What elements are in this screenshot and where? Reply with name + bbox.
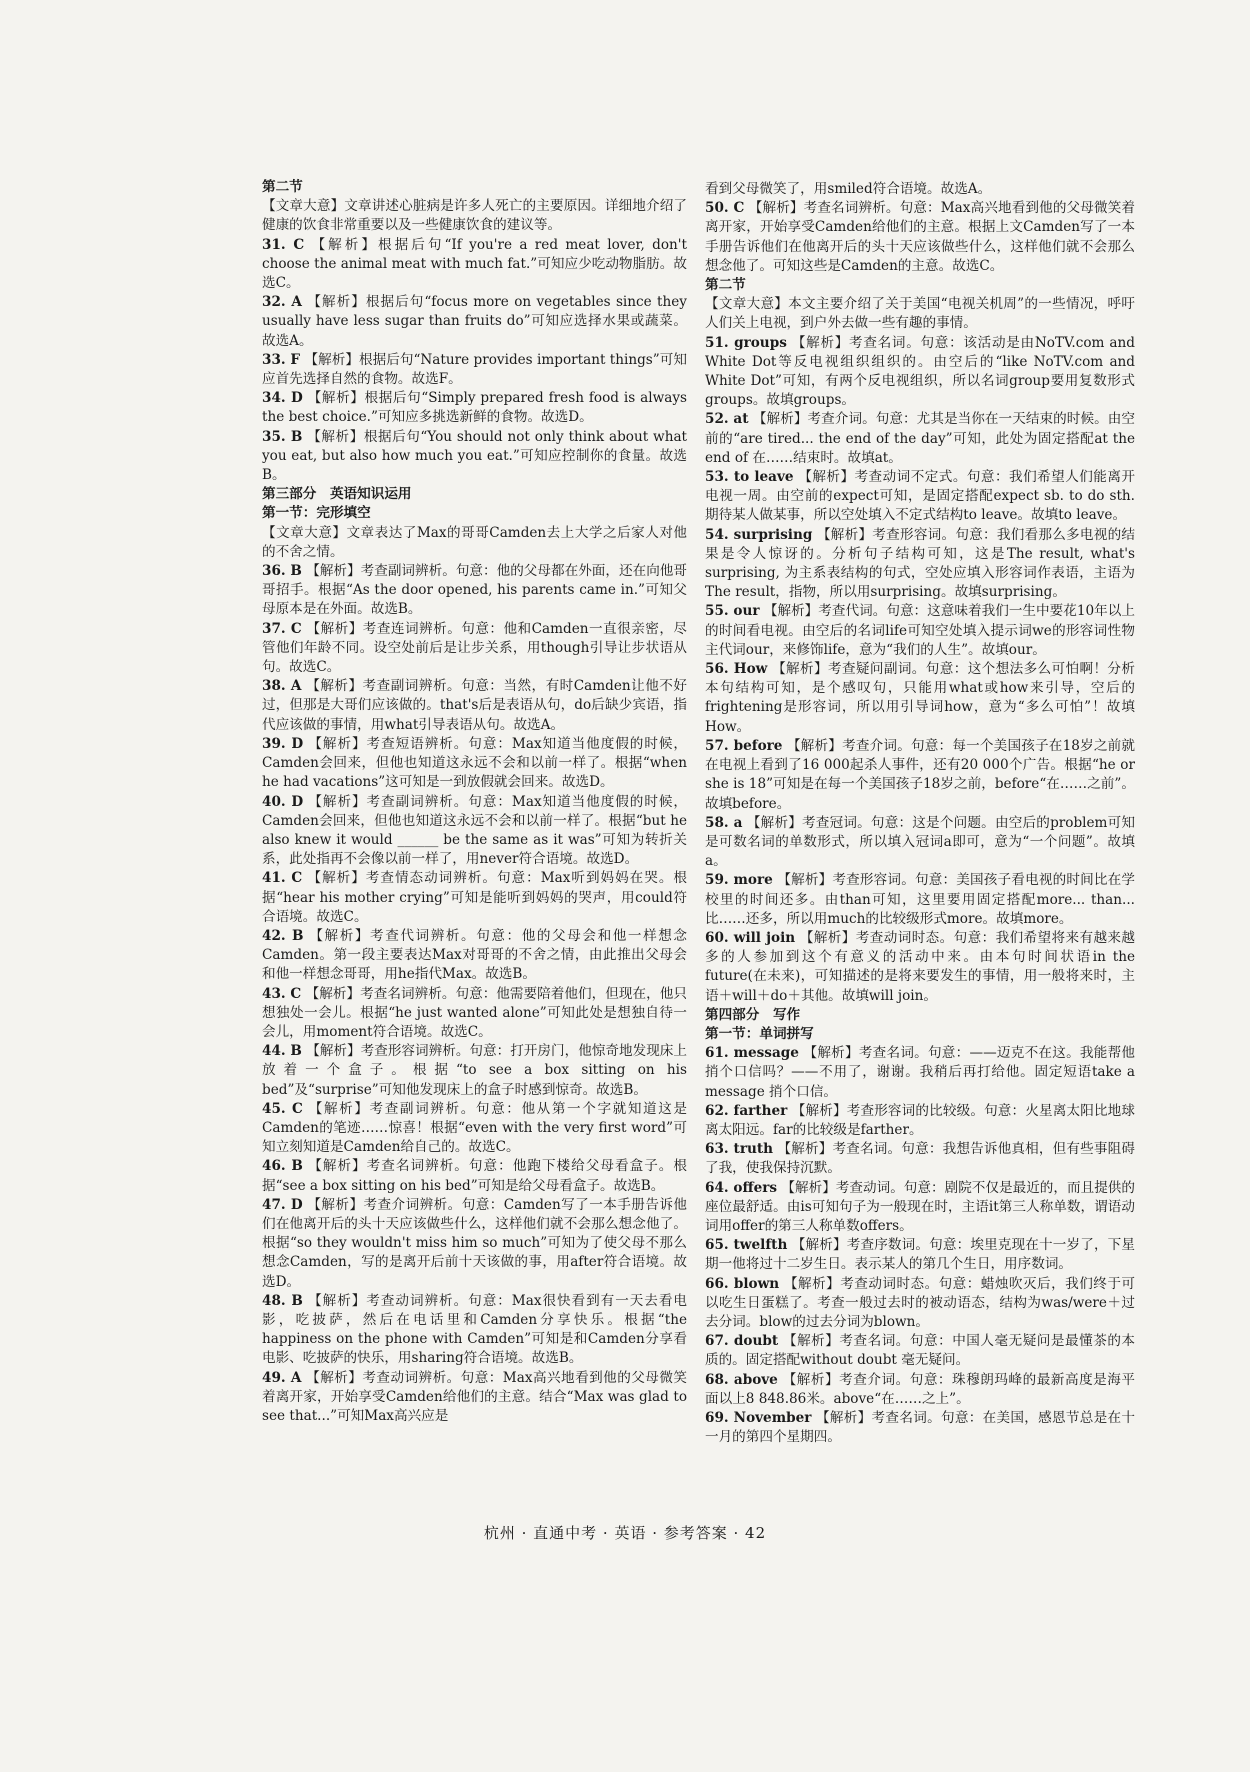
answer-explanation: 【解析】考查介词。句意：珠穆朗玛峰的最新高度是海平面以上8 848.86米。above“在……之上”。 [705, 1371, 1136, 1407]
answer-explanation: 【解析】考查介词。句意：每一个美国孩子在18岁之前就在电视上看到了16 000起杀人事件，还有20 000个广告。根据“he or she is 18”可知是在每一个美国孩子18岁之前，before“在……之前”。故填before。 [705, 737, 1136, 812]
answer-number: 49. A [262, 1369, 302, 1386]
answer-explanation: 【解析】考查名词辨析。句意：Max高兴地看到他的父母微笑着离开家，开始享受Camden给他们的主意。根据上文Camden写了一本手册告诉他们在他离开后的头十天应该做些什么，这样他们就不会那么想念他了。可知这些是Camden的主意。故选C。 [705, 200, 1135, 274]
answer-item [705, 814, 1135, 872]
answer-item [262, 620, 687, 678]
answer-item [262, 236, 687, 294]
answer-item [705, 1275, 1135, 1333]
answer-number: 56. How [705, 661, 768, 678]
answer-number: 66. blown [705, 1275, 780, 1292]
answer-explanation: 【解析】考查副词辨析。句意：他从第一个字就知道这是Camden的笔迹……惊喜！根据“even with the very first word”可知立刻知道是Camden给自己的。故选C。 [262, 1100, 688, 1156]
answer-number: 54. surprising [705, 526, 813, 543]
answer-explanation: 【解析】考查形容词。句意：美国孩子看电视的时间比在学校里的时间还多。由than可知，这里要用固定搭配more... than... 比……还多，所以用much的比较级形式more。故填more。 [705, 872, 1136, 927]
answer-explanation: 【解析】考查代词。句意：这意味着我们一生中要花10年以上的时间看电视。由空后的名词life可知空处填入提示词we的形容词性物主代词our，来修饰life，意为“我们的人生”。故填our。 [705, 603, 1135, 658]
section-heading: 第二节 [705, 277, 746, 294]
summary-paragraph: 【文章大意】文章表达了Max的哥哥Camden去上大学之后家人对他的不舍之情。 [262, 524, 687, 560]
answer-explanation: 【解析】根据后句“If you're a red meat lover, don't choose the animal meat with much fat.”可知应少吃动物脂肪。故选C。 [262, 236, 687, 292]
answer-number: 55. our [705, 603, 760, 620]
summary-paragraph: 看到父母微笑了，用smiled符合语境。故选A。 [705, 181, 992, 197]
answer-number: 36. B [262, 563, 302, 580]
answer-number: 64. offers [705, 1179, 778, 1196]
answer-number: 69. November [705, 1410, 812, 1426]
answer-number: 39. D [262, 735, 304, 752]
answer-item [705, 660, 1135, 737]
answer-explanation: 【解析】根据后句“focus more on vegetables since they usually have less sugar than fruits do”可知应选择水果或蔬菜。故选A。 [262, 294, 687, 349]
answer-item [705, 737, 1135, 814]
answer-item [705, 1236, 1135, 1274]
answer-item [705, 1140, 1135, 1178]
answer-number: 45. C [262, 1100, 303, 1117]
answer-item [705, 871, 1135, 929]
answer-number: 42. B [262, 927, 304, 944]
answer-item [262, 293, 687, 351]
answer-number: 68. above [705, 1371, 778, 1388]
answer-item [705, 929, 1135, 1006]
answer-explanation: 【解析】考查名词辨析。句意：他需要陪着他们，但现在，他只想独处一会儿。根据“he just wanted alone”可知此处是想独自待一会儿，用moment符合语境。故选C。 [262, 985, 688, 1040]
answer-explanation: 【解析】考查代词辨析。句意：他的父母会和他一样想念Camden。第一段主要表达Max对哥哥的不舍之情，由此推出父母会和他一样想念哥哥，用he指代Max。故选B。 [262, 927, 688, 983]
answer-item [262, 1196, 687, 1292]
answer-item [262, 428, 687, 486]
answer-explanation: 【解析】考查名词。句意：在美国，感恩节总是在十一月的第四个星期四。 [705, 1410, 1136, 1446]
answer-explanation: 【解析】考查动词时态。句意：蜡烛吹灭后，我们终于可以吃生日蛋糕了。考查一般过去时的被动语态，结构为was/were＋过去分词。blow的过去分词为blown。 [705, 1275, 1135, 1330]
answer-explanation: 【解析】考查介词。句意：尤其是当你在一天结束的时候。由空前的“are tired... the end of the day”可知，此处为固定搭配at the end of 在……结束时。故填at。 [705, 411, 1135, 466]
answer-item [705, 526, 1135, 603]
answer-number: 33. F [262, 351, 301, 368]
answer-item [262, 985, 687, 1043]
answer-explanation: 【解析】考查动词时态。句意：我们希望将来有越来越多的人参加到这个有意义的活动中来。由本句时间状语in the future(在未来)，可知描述的是将来要发生的事情，用一般将来时，主语＋will＋do＋其他。故填will join。 [705, 929, 1136, 1004]
answer-item [705, 1409, 1135, 1447]
answer-item [705, 1332, 1135, 1370]
answer-item [262, 793, 687, 870]
section-heading: 第二节 [262, 179, 303, 195]
answer-number: 31. C [262, 236, 305, 253]
answer-number: 46. B [262, 1158, 303, 1175]
answer-item [705, 199, 1135, 276]
answer-explanation: 【解析】考查名词。句意：中国人毫无疑问是最懂茶的本质的。固定搭配without doubt 毫无疑问。 [705, 1333, 1136, 1369]
answer-item [262, 1042, 687, 1100]
section-heading: 第一节：单词拼写 [705, 1025, 814, 1042]
answer-item [262, 1369, 687, 1427]
answer-item [262, 351, 687, 389]
answer-item [705, 334, 1135, 411]
answer-number: 48. B [262, 1292, 303, 1309]
section-heading: 第四部分 写作 [705, 1006, 801, 1023]
section-heading: 第三部分 英语知识运用 [262, 486, 412, 503]
answer-number: 32. A [262, 294, 302, 311]
answer-explanation: 【解析】考查形容词。句意：我们看那么多电视的结果是令人惊讶的。分析句子结构可知，这是The result, what's surprising, 为主系表结构的句式，空处应填入形容词作表语，主语为The result，指物，所以用surprising。故填surprising。 [705, 526, 1136, 601]
summary-paragraph: 【文章大意】本文主要介绍了关于美国“电视关机周”的一些情况，呼吁人们关上电视，到户外去做一些有趣的事情。 [705, 296, 1135, 332]
answer-explanation: 【解析】考查情态动词辨析。句意：Max听到妈妈在哭。根据“hear his mother crying”可知是能听到妈妈的哭声，用could符合语境。故选C。 [262, 870, 687, 925]
summary-paragraph: 【文章大意】文章讲述心脏病是许多人死亡的主要原因。详细地介绍了健康的饮食非常重要以及一些健康饮食的建议等。 [262, 198, 687, 234]
answer-number: 67. doubt [705, 1333, 779, 1350]
page-footer: 杭州 · 直通中考 · 英语 · 参考答案 · 42 [483, 1524, 767, 1542]
answer-item [705, 468, 1135, 526]
right-column [705, 180, 1135, 1447]
answer-explanation: 【解析】考查动词辨析。句意：Max高兴地看到他的父母微笑着离开家，开始享受Camden给他们的主意。结合“Max was glad to see that...”可知Max高兴应是 [262, 1369, 687, 1424]
answer-number: 50. C [705, 200, 745, 217]
answer-explanation: 【解析】考查名词。句意：该活动是由NoTV.com and White Dot等反电视组织组织的。由空后的“like NoTV.com and White Dot”可知，有两个反电视组织，所以名词group要用复数形式groups。故填groups。 [705, 334, 1135, 409]
answer-explanation: 【解析】考查序数词。句意：埃里克现在十一岁了，下星期一他将过十二岁生日。表示某人的第几个生日，用序数词。 [705, 1237, 1135, 1273]
answer-explanation: 【解析】考查动词辨析。句意：Max很快看到有一天去看电影，吃披萨，然后在电话里和Camden分享快乐。根据“the happiness on the phone with Camden”可知是和Camden分享看电影、吃披萨的快乐，用sharing符合语境。故选B。 [262, 1292, 687, 1367]
answer-number: 51. groups [705, 334, 787, 351]
answer-item [705, 1102, 1135, 1140]
answer-number: 52. at [705, 411, 749, 428]
answer-item [262, 927, 687, 985]
answer-number: 63. truth [705, 1141, 774, 1158]
answer-item [705, 1044, 1135, 1102]
answer-explanation: 【解析】考查动词。句意：剧院不仅是最近的，而且提供的座位最舒适。由is可知句子为一般现在时，主语it第三人称单数，谓语动词用offer的第三人称单数offers。 [705, 1179, 1135, 1234]
answer-number: 40. D [262, 793, 304, 810]
answer-number: 61. message [705, 1045, 799, 1062]
answer-item [262, 869, 687, 927]
answer-explanation: 【解析】考查形容词辨析。句意：打开房门，他惊奇地发现床上放着一个盒子。根据“to see a box sitting on his bed”及“surprise”可知他发现床上的盒子时感到惊奇。故选B。 [262, 1043, 688, 1098]
answer-item [262, 389, 687, 427]
answer-number: 41. C [262, 870, 303, 887]
left-column [262, 178, 687, 1426]
answer-explanation: 【解析】考查名词辨析。句意：他跑下楼给父母看盒子。根据“see a box sitting on his bed”可知是给父母看盒子。故选B。 [262, 1158, 688, 1194]
answer-explanation: 【解析】考查副词辨析。句意：当然，有时Camden让他不好过，但那是大哥们应该做的。that's后是表语从句，do后缺少宾语，指代应该做的事情，用what引导表语从句。故选A。 [262, 678, 687, 733]
answer-item [262, 677, 687, 735]
answer-explanation: 【解析】考查介词辨析。句意：Camden写了一本手册告诉他们在他离开后的头十天应该做些什么，这样他们就不会那么想念他了。根据“so they wouldn't miss him so much”可知为了使父母不那么想念Camden，写的是离开后前十天该做的事，用after符合语境。故选D。 [262, 1196, 687, 1290]
answer-item [705, 1179, 1135, 1237]
answer-number: 34. D [262, 390, 303, 407]
answer-number: 53. to leave [705, 469, 794, 486]
answer-explanation: 【解析】考查冠词。句意：这是个问题。由空后的problem可知是可数名词的单数形式，所以填入冠词a即可，意为“一个问题”。故填a。 [705, 814, 1135, 870]
answer-item [705, 1371, 1135, 1409]
answer-number: 47. D [262, 1196, 303, 1213]
answer-number: 44. B [262, 1043, 302, 1060]
answer-explanation: 【解析】考查副词辨析。句意：他的父母都在外面，还在向他哥哥招手。根据“As the door opened, his parents came in.”可知父母原本是在外面。故选B。 [262, 563, 688, 618]
answer-item [262, 1292, 687, 1369]
answer-item [262, 735, 687, 793]
answer-number: 57. before [705, 737, 783, 754]
answer-number: 65. twelfth [705, 1237, 788, 1254]
answer-explanation: 【解析】考查名词。句意：我想告诉他真相，但有些事阻碍了我，使我保持沉默。 [705, 1141, 1135, 1177]
answer-explanation: 【解析】考查名词。句意：——迈克不在这。我能帮他捎个口信吗？——不用了，谢谢。我稍后再打给他。固定短语take a message 捎个口信。 [705, 1045, 1135, 1100]
answer-number: 38. A [262, 678, 302, 695]
answer-number: 37. C [262, 620, 302, 637]
answer-explanation: 【解析】考查疑问副词。句意：这个想法多么可怕啊！分析本句结构可知，是个感叹句，只能用what或how来引导，空后的frightening是形容词，所以用引导词how，意为“多么可怕”！故填How。 [705, 661, 1135, 735]
answer-number: 58. a [705, 814, 743, 831]
answer-explanation: 【解析】考查连词辨析。句意：他和Camden一直很亲密，尽管他们年龄不同。设空处前后是让步关系，用though引导让步状语从句。故选C。 [262, 620, 688, 676]
answer-item [262, 1157, 687, 1195]
answer-number: 35. B [262, 428, 303, 445]
answer-explanation: 【解析】考查动词不定式。句意：我们希望人们能离开电视一周。由空前的expect可知，是固定搭配expect sb. to do sth. 期待某人做某事，所以空处填入不定式结构to leave。故填to leave。 [705, 469, 1135, 524]
section-heading: 第一节：完形填空 [262, 505, 371, 522]
answer-explanation: 【解析】根据后句“Simply prepared fresh food is always the best choice.”可知应多挑选新鲜的食物。故选D。 [262, 390, 688, 426]
answer-number: 59. more [705, 872, 773, 889]
answer-explanation: 【解析】根据后句“Nature provides important things”可知应首先选择自然的食物。故选F。 [262, 351, 687, 388]
answer-number: 62. farther [705, 1102, 788, 1119]
answer-number: 43. C [262, 985, 302, 1002]
answer-explanation: 【解析】考查短语辨析。句意：Max知道当他度假的时候，Camden会回来，但他也知道这永远不会和以前一样了。根据“when he had vacations”这可知是一到放假就会回来。故选D。 [262, 735, 687, 791]
answer-explanation: 【解析】考查形容词的比较级。句意：火星离太阳比地球离太阳远。far的比较级是farther。 [705, 1102, 1135, 1138]
answer-item [705, 410, 1135, 468]
answer-item [262, 1100, 687, 1158]
answer-explanation: 【解析】根据后句“You should not only think about what you eat, but also how much you eat.”可知应控制你的食量。故选B。 [262, 428, 688, 484]
answer-item [705, 602, 1135, 660]
answer-item [262, 562, 687, 620]
answer-explanation: 【解析】考查副词辨析。句意：Max知道当他度假的时候，Camden会回来，但他也知道这永远不会和以前一样了。根据“but he also knew it would ______ be the same as it was”可知为转折关系，此处指再不会像以前一样了，用never符合语境。故选D。 [262, 793, 687, 868]
answer-number: 60. will join [705, 929, 796, 946]
